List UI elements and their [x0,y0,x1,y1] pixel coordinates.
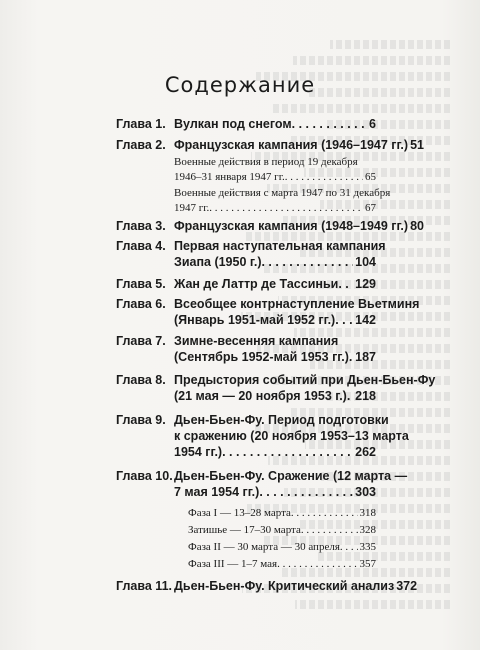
toc-chapter-entry [116,372,436,404]
entry-title-line: Дьен-Бьен-Фу. Сражение (12 марта — [174,469,408,483]
chapter-label: Глава 4. [116,239,166,253]
page-number: 318 [359,507,376,519]
entry-title-line: Всеобщее контрнаступление Вьетминя [174,297,420,311]
entry-title-line: (21 мая — 20 ноября 1953 г.) [174,389,347,403]
entry-title-line: Дьен-Бьен-Фу. Период подготовки [174,413,389,427]
toc-chapter-entry [116,333,376,365]
entry-title-line: Вулкан под снегом [174,117,292,131]
leader-dots [277,557,357,572]
bleed-line [295,600,450,609]
entry-title-line: 1954 гг.) [174,445,223,459]
entry-title-line: Предыстория событий при Дьен-Бьен-Фу [174,373,436,387]
leader-dots [335,312,353,328]
toc-chapter-entry [116,218,424,234]
chapter-label: Глава 11. [116,579,172,593]
toc-chapter-entry [116,116,376,132]
leader-dots [285,170,363,185]
entry-title-line: 1946–31 января 1947 гг. [174,171,285,183]
leader-dots [338,276,353,292]
entry-title-line: Фаза II — 30 марта — 30 апреля [188,541,340,553]
toc-section-entry [116,523,376,538]
toc-section-entry [116,186,391,216]
entry-title-line: Военные действия с марта 1947 по 31 декабря [174,187,391,199]
bleed-line [272,104,450,113]
entry-title-line: (Январь 1951-май 1952 гг.) [174,313,336,327]
entry-title-line: 7 мая 1954 гг.) [174,485,260,499]
entry-title-line: Французская кампания (1948–1949 гг.) [174,219,409,233]
toc-chapter-entry [116,238,386,270]
chapter-label: Глава 3. [116,219,166,233]
leader-dots [340,540,358,555]
toc-section-entry [116,540,376,555]
leader-dots [291,506,358,521]
page-number: 65 [365,171,376,183]
entry-title-line: Затишье — 17–30 марта [188,524,301,536]
toc-chapter-entry [116,578,418,594]
page-number: 51 [410,138,424,152]
leader-dots [261,254,353,270]
page-number: 262 [355,445,376,459]
chapter-label: Глава 6. [116,297,166,311]
entry-title-line: Первая наступательная кампания [174,239,386,253]
entry-title-line: Дьен-Бьен-Фу. Критический анализ [174,579,395,593]
leader-dots [301,523,358,538]
page-number: 142 [355,313,376,327]
page-number: 80 [410,219,424,233]
page-number: 357 [359,558,376,570]
entry-title-line: Военные действия в период 19 декабря [174,156,358,168]
page-number: 218 [355,389,376,403]
leader-dots [259,484,353,500]
bleed-line [293,56,450,65]
page-title: Содержание [164,73,316,97]
page-number: 372 [396,579,418,593]
entry-title-line: (Сентябрь 1952-май 1953 гг.) [174,350,349,364]
chapter-label: Глава 7. [116,334,166,348]
chapter-label: Глава 8. [116,373,166,387]
entry-title-line: Французская кампания (1946–1947 гг.) [174,138,409,152]
toc-section-entry [116,506,376,521]
toc-section-entry [116,155,376,185]
leader-dots [222,444,353,460]
page-number: 335 [359,541,376,553]
bleed-line [330,40,450,49]
chapter-label: Глава 9. [116,413,166,427]
toc-chapter-entry [116,296,420,328]
page-number: 129 [355,277,376,291]
entry-title-line: к сражению (20 ноября 1953–13 марта [174,429,409,443]
toc-chapter-entry [116,468,408,500]
entry-title-line: Зиапа (1950 г.) [174,255,262,269]
toc-chapter-entry [116,276,376,292]
page-number: 104 [355,255,376,269]
entry-title-line: Фаза III — 1–7 мая [188,558,278,570]
chapter-label: Глава 2. [116,138,166,152]
chapter-label: Глава 1. [116,117,166,131]
entry-title-line: Жан де Латтр де Тассиньи [174,277,339,291]
leader-dots [292,116,367,132]
page-number: 67 [365,202,376,214]
chapter-label: Глава 5. [116,277,166,291]
page-number: 303 [355,485,376,499]
toc-chapter-entry [116,412,409,460]
entry-title-line: Зимне-весенняя кампания [174,334,339,348]
chapter-label: Глава 10. [116,469,173,483]
toc-chapter-entry [116,137,424,153]
entry-title-line: Фаза I — 13–28 марта [188,507,291,519]
entry-title-line: 1947 гг. [174,202,210,214]
page-number: 328 [359,524,376,536]
toc-section-entry [116,557,376,572]
page-number: 6 [369,117,376,131]
leader-dots [209,201,363,216]
page-number: 187 [355,350,376,364]
